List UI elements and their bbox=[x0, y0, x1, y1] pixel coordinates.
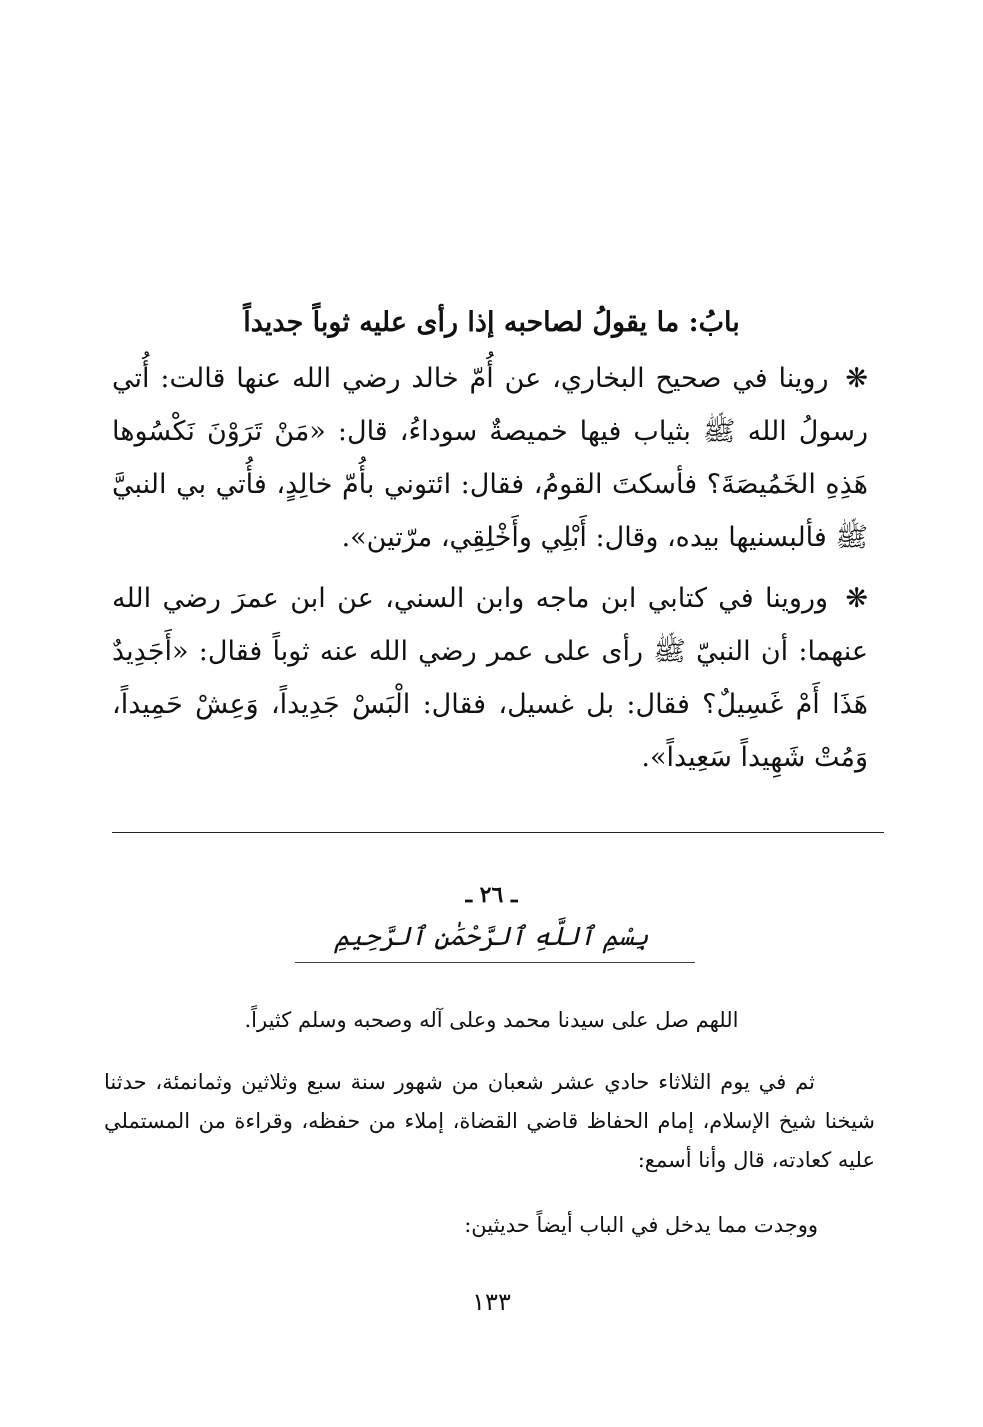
hadith-text-2: وروينا في كتابي ابن ماجه وابن السني، عن ابن عمرَ رضي الله عنهما: أن النبيّ ﷺ رأى على عمر رضي الله عنه ثوباً فقال: «أَجَدِيدٌ هَذَا أَمْ غَسِيلٌ؟ فقال: بل غسيل، فقال: الْبَسْ جَدِيداً، وَعِشْ حَمِيداً، وَمُتْ شَهِيداً سَعِيداً». bbox=[112, 583, 868, 773]
section-number: ـ ٢٦ ـ bbox=[465, 882, 518, 908]
page-number: ١٣٣ bbox=[472, 1288, 511, 1316]
basmala-heading: بِسْمِ ٱللَّهِ ٱلرَّحْمَٰنِ ٱلرَّحِيمِ bbox=[334, 922, 649, 952]
hadith-block-1 bbox=[112, 352, 868, 564]
narration-paragraph-2: ووجدت مما يدخل في الباب أيضاً حديثين: bbox=[464, 1213, 818, 1237]
asterism-icon: ❋ bbox=[845, 583, 868, 614]
narration-paragraph: ثم في يوم الثلاثاء حادي عشر شعبان من شهور سنة سبع وثلاثين وثمانمئة، حدثنا شيخنا شيخ الإسلام، إمام الحفاظ قاضي القضاة، إملاء من حفظه، وقراءة من المستملي عليه كعادته، قال وأنا أسمع: bbox=[104, 1070, 875, 1172]
basmala-flourish bbox=[295, 962, 695, 963]
opening-prayer: اللهم صل على سيدنا محمد وعلى آله وصحبه وسلم كثيراً. bbox=[244, 1008, 739, 1032]
asterism-icon: ❋ bbox=[845, 363, 868, 394]
section-divider bbox=[112, 832, 884, 833]
chapter-title: بابُ: ما يقولُ لصاحبه إذا رأى عليه ثوباً جديداً bbox=[243, 307, 740, 338]
hadith-block-2 bbox=[112, 572, 868, 784]
hadith-text-1: روينا في صحيح البخاري، عن أُمّ خالد رضي الله عنها قالت: أُتي رسولُ الله ﷺ بثياب فيها خميصةٌ سوداءُ، قال: «مَنْ تَرَوْنَ نَكْسُوها هَذِهِ الخَمُيصَةَ؟ فأسكتَ القومُ، فقال: ائتوني بأُمّ خالِدٍ، فأُتي بي النبيَّ ﷺ فألبسنيها بيده، وقال: أَبْلِي وأَخْلِقِي، مرّتين». bbox=[112, 363, 868, 553]
